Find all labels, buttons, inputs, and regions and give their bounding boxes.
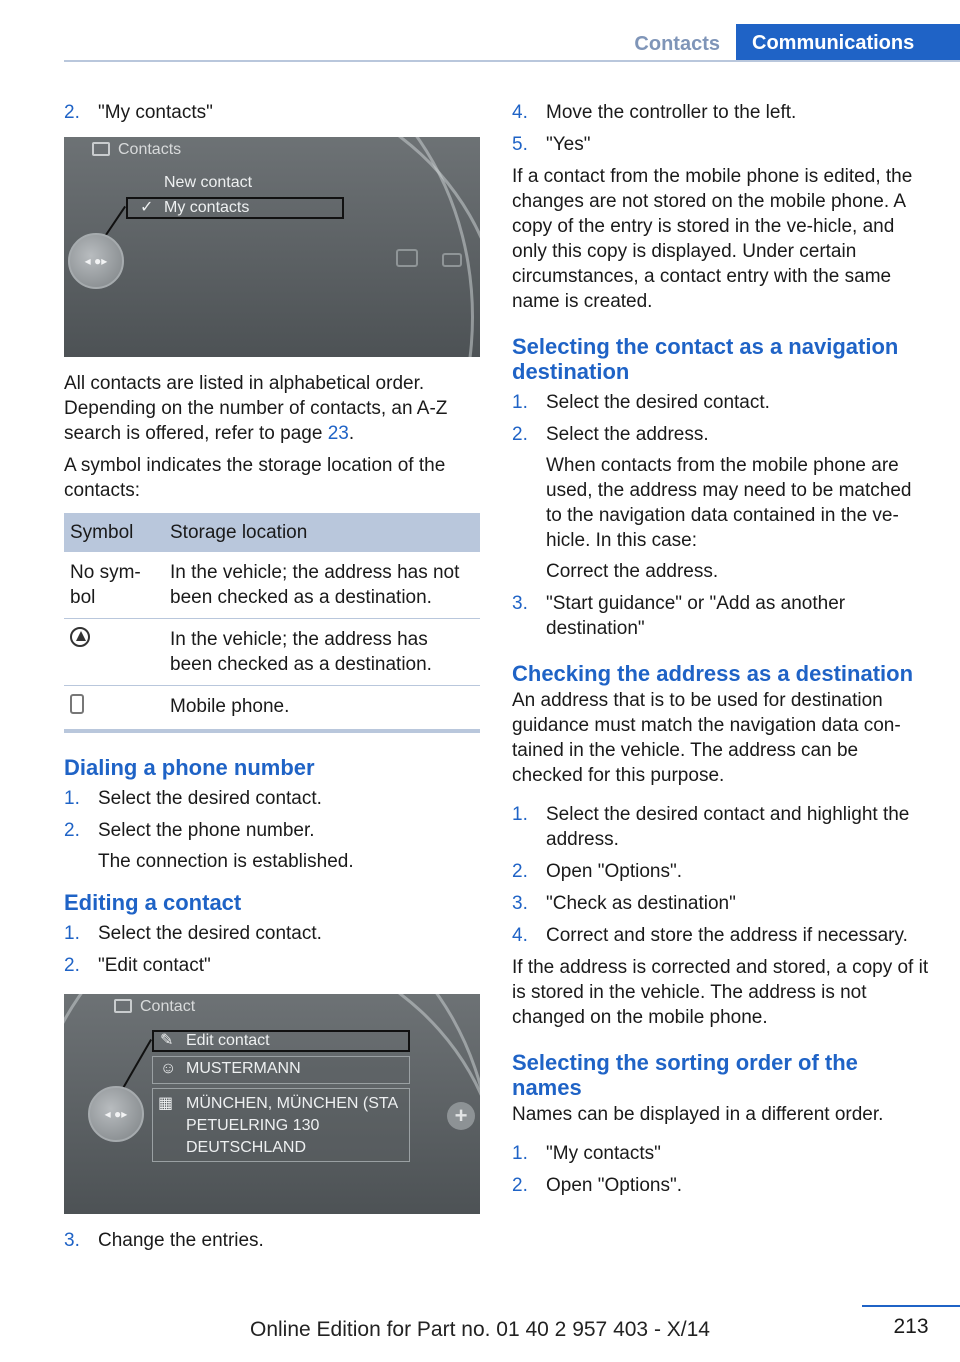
table-header-location: Storage location	[164, 513, 480, 552]
header-section: Contacts	[634, 33, 720, 55]
step	[64, 818, 482, 874]
heading-nav-destination: Selecting the contact as a navigation destination	[512, 334, 899, 384]
cell-location: In the vehicle; the address has not been checked as a destination.	[164, 552, 480, 619]
contacts-side-icon	[396, 249, 418, 267]
para-edited-contact: If a contact from the mobile phone is edited, the changes are not stored on the mobile phone. A copy of the entry is stored in the ve-hicle, and only this copy is displayed. Under certain circumstances, a contact entry with the same name is created.	[512, 166, 913, 312]
para-check-outro: If the address is corrected and stored, a copy of it is stored in the vehicle. The address is not changed on the mobile phone.	[512, 957, 929, 1028]
heading-dialing: Dialing a phone number	[64, 755, 315, 780]
menu-item-my-contacts: My contacts	[164, 199, 250, 216]
step	[512, 802, 932, 852]
header-chapter: Communications	[736, 24, 960, 62]
step	[512, 859, 932, 884]
step-number: 4.	[512, 925, 528, 946]
step-text: Open "Options".	[546, 1175, 683, 1196]
step-number: 1.	[64, 788, 80, 809]
para-check-intro: An address that is to be used for destination guidance must match the navigation data con-tained in the vehicle. The address can be checked for this purpose.	[512, 690, 901, 786]
step-subtext: Correct the address.	[546, 561, 719, 582]
contacts-book-icon	[92, 142, 110, 156]
step-number: 1.	[512, 804, 528, 825]
step-text: "Start guidance" or "Add as another destination"	[546, 593, 846, 639]
step	[64, 953, 482, 978]
step-my-contacts	[64, 100, 482, 125]
step	[512, 891, 932, 916]
step-number: 2.	[512, 861, 528, 882]
step	[512, 422, 932, 584]
address-city: MÜNCHEN, MÜNCHEN (STA	[186, 1095, 399, 1112]
heading-check-address: Checking the address as a destination	[512, 661, 914, 686]
step-number: 1.	[512, 1143, 528, 1164]
step	[512, 591, 932, 641]
step-number: 3.	[512, 593, 528, 614]
table-row	[64, 619, 480, 686]
step-text: Select the phone number. The connection is established.	[98, 818, 482, 874]
step-subtext: The connection is established.	[98, 851, 354, 872]
step-text: Select the desired contact and highlight the address.	[546, 804, 910, 850]
para-sorting-intro: Names can be displayed in a different order.	[512, 1104, 884, 1125]
page-link[interactable]: 23	[327, 423, 349, 444]
step	[512, 923, 932, 948]
screenshot-contact-edit	[64, 994, 480, 1214]
step	[512, 100, 932, 125]
heading-editing: Editing a contact	[64, 890, 242, 915]
step-number: 3.	[512, 893, 528, 914]
right-column	[512, 100, 932, 1205]
step-number: 1.	[512, 392, 528, 413]
cell-symbol	[64, 619, 164, 686]
step-number: 2.	[512, 1175, 528, 1196]
screen-title: Contacts	[92, 137, 181, 163]
para-symbol: A symbol indicates the storage location of the contacts:	[64, 455, 446, 501]
step-text: "Check as destination"	[546, 893, 736, 914]
step	[512, 1173, 932, 1198]
step-number: 2.	[64, 102, 80, 123]
step	[64, 921, 482, 946]
step-text: Change the entries.	[98, 1230, 264, 1251]
address-street: PETUELRING 130	[186, 1117, 320, 1134]
step-change	[64, 1228, 482, 1253]
step-number: 5.	[512, 134, 528, 155]
edition-note: Online Edition for Part no. 01 40 2 957 403 - X/14	[250, 1318, 710, 1341]
left-column	[64, 100, 482, 1260]
table-header	[64, 513, 480, 552]
step-text: Select the address. When contacts from the mobile phone are used, the address may need to be matched to the navigation data contained in the ve-hicle. In this case: Correct the address.	[546, 422, 932, 584]
table-header-symbol: Symbol	[64, 513, 164, 552]
plus-icon: +	[447, 1102, 475, 1130]
step	[64, 786, 482, 811]
menu-item-new-contact: New contact	[164, 174, 253, 191]
step-number: 4.	[512, 102, 528, 123]
navigation-check-icon	[70, 627, 90, 647]
cell-symbol: No sym-bol	[64, 552, 164, 619]
person-icon: ☺	[160, 1060, 177, 1077]
step-text: "My contacts"	[546, 1143, 661, 1164]
mobile-phone-icon	[70, 694, 84, 714]
step	[512, 1141, 932, 1166]
step-text: Move the controller to the left.	[546, 102, 797, 123]
step-number: 3.	[64, 1230, 80, 1251]
step-text: Open "Options".	[546, 861, 683, 882]
symbol-table	[64, 513, 480, 733]
step-text: Select the desired contact.	[98, 788, 322, 809]
screenshot-contacts-menu	[64, 137, 480, 357]
heading-sorting: Selecting the sorting order of the names	[512, 1050, 858, 1100]
pencil-icon: ✎	[160, 1032, 174, 1049]
contacts-book-icon	[114, 999, 132, 1013]
footer-rule	[862, 1305, 960, 1307]
cell-symbol	[64, 686, 164, 732]
checkmark-icon: ✓	[140, 199, 154, 216]
address-card-icon: ▦	[158, 1095, 174, 1112]
step-subtext: When contacts from the mobile phone are used, the address may need to be matched to the navigation data contained in the ve-hicle. In this case:	[546, 455, 912, 551]
controller-knob-icon: ◂ ●▸	[68, 233, 124, 289]
step-text: Select the desired contact.	[546, 392, 770, 413]
address-country: DEUTSCHLAND	[186, 1139, 307, 1156]
screen-title: Contact	[114, 994, 195, 1020]
step-number: 2.	[64, 820, 80, 841]
page-number: 213	[893, 1315, 929, 1338]
cell-location: Mobile phone.	[164, 686, 480, 732]
table-row	[64, 686, 480, 732]
step-text: Select the desired contact.	[98, 923, 322, 944]
contact-name: MUSTERMANN	[186, 1060, 301, 1077]
para-alphabetical: All contacts are listed in alphabetical order. Depending on the number of contacts, an A-Z search is offered, refer to page 23.	[64, 373, 448, 444]
step-number: 1.	[64, 923, 80, 944]
step-text: "Edit contact"	[98, 955, 211, 976]
table-row	[64, 552, 480, 619]
step	[512, 390, 932, 415]
step-text: "Yes"	[546, 134, 591, 155]
cell-location: In the vehicle; the address has been checked as a destination.	[164, 619, 480, 686]
card-side-icon	[442, 253, 462, 267]
step-number: 2.	[512, 424, 528, 445]
step-text: "My contacts"	[98, 102, 213, 123]
step-text: Correct and store the address if necessary.	[546, 925, 908, 946]
header-rule	[64, 60, 960, 62]
step-number: 2.	[64, 955, 80, 976]
controller-knob-icon: ◂ ●▸	[88, 1086, 144, 1142]
menu-item-edit-contact: Edit contact	[186, 1032, 270, 1049]
step	[512, 132, 932, 157]
display-arc-inner	[64, 137, 474, 357]
